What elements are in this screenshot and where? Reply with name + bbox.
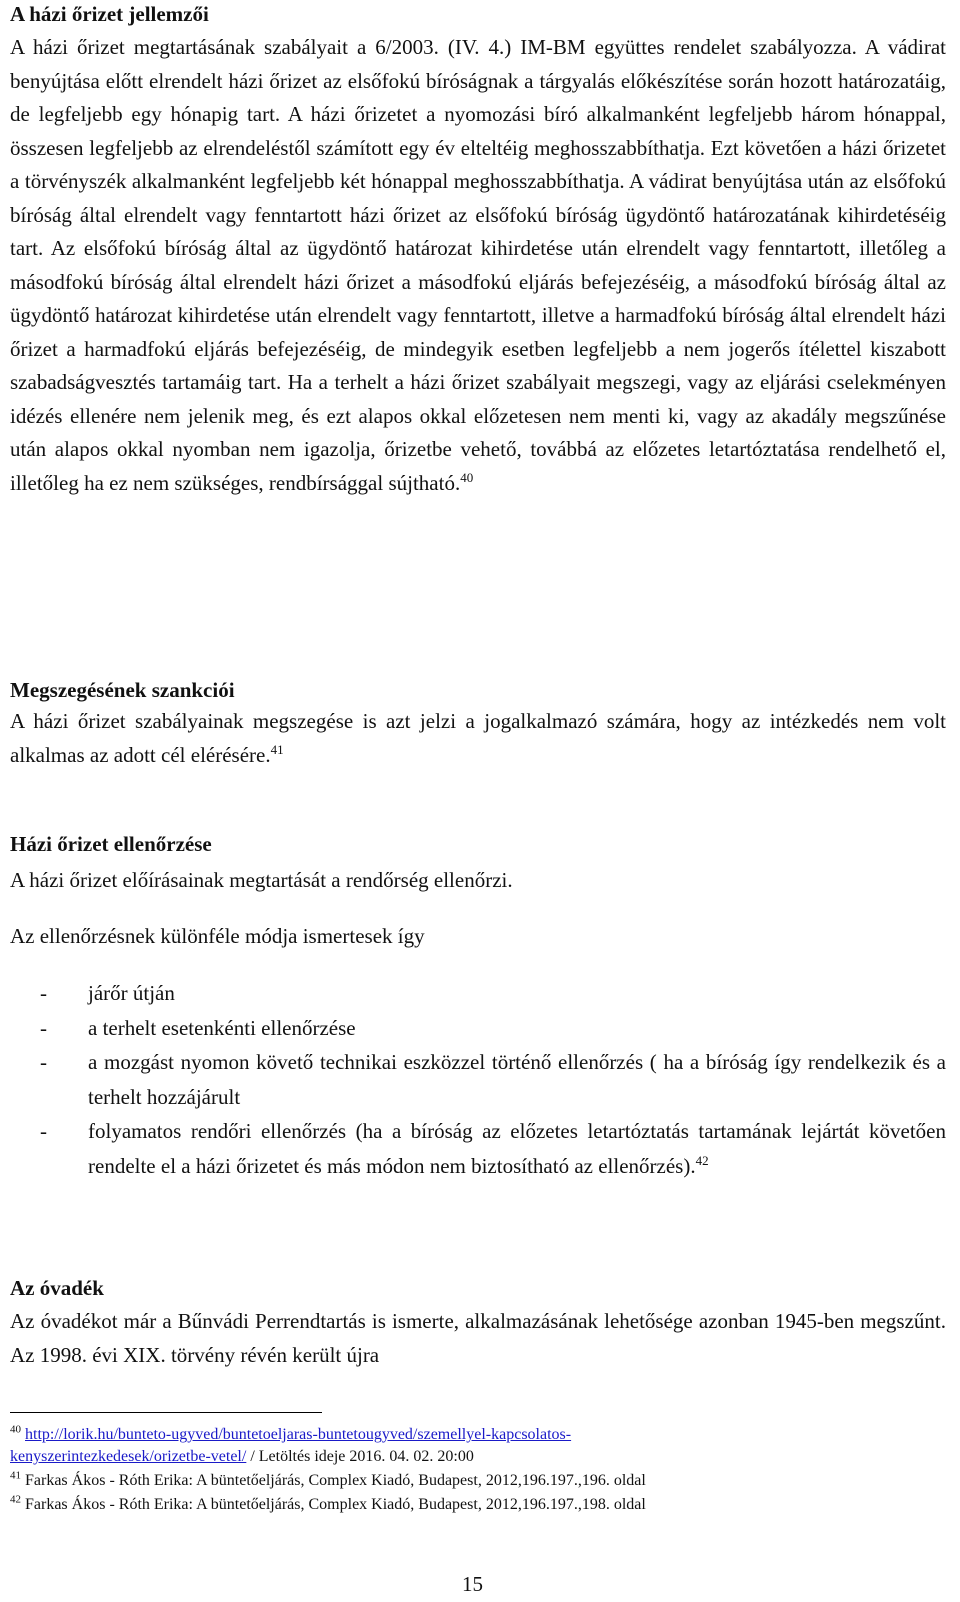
paragraph-hazi-orizet-rules <box>10 31 946 500</box>
footnote-ref-41[interactable]: 41 <box>270 741 284 757</box>
list-item: - a mozgást nyomon követő technikai eszközzel történő ellenőrzés ( ha a bíróság így rendelkezik és a terhelt hozzájárult <box>10 1045 946 1114</box>
paragraph-szankciok <box>10 705 946 772</box>
dash-bullet: - <box>40 981 47 1005</box>
footnote-40-cont: kenyszerintezkedesek/orizetbe-vetel/ / Letöltés ideje 2016. 04. 02. 20:00 <box>10 1448 474 1465</box>
ellenorzes-intro-line: A házi őrizet előírásainak megtartását a rendőrség ellenőrzi. <box>10 868 513 892</box>
list-item: - folyamatos rendőri ellenőrzés (ha a bíróság az előzetes letartóztatás tartamának lejártát követően rendelte el a házi őrizetet és más módon nem biztosítható az ellenőrzés).$^{42}$ <box>10 1114 946 1183</box>
footnote-ref-40[interactable]: 40 <box>460 469 474 485</box>
dash-bullet: - <box>40 1050 47 1074</box>
paragraph-text: A házi őrizet szabályainak megszegése is azt jelzi a jogalkalmazó számára, hogy az intézkedés nem volt alkalmas az adott cél elérésére. <box>10 709 946 767</box>
paragraph-ovadek: Az óvadékot már a Bűnvádi Perrendtartás is ismerte, alkalmazásának lehetősége azonban 1945-ben megszűnt. Az 1998. évi XIX. törvény révén került újra <box>10 1309 946 1367</box>
list-item: - járőr útján <box>10 976 946 1011</box>
page-number: 15 <box>462 1572 483 1596</box>
dash-bullet: - <box>40 1015 47 1040</box>
heading-hazi-orizet-jellemzoi: A házi őrizet jellemzői <box>10 2 209 26</box>
dash-bullet: - <box>40 1119 47 1143</box>
list-item: - a terhelt esetenkénti ellenőrzése <box>10 1011 946 1046</box>
footnote-40-link-cont[interactable]: kenyszerintezkedesek/orizetbe-vetel/ <box>10 1448 247 1465</box>
paragraph-text: A házi őrizet megtartásának szabályait a 6/2003. (IV. 4.) IM-BM együttes rendelet szabályozza. A vádirat benyújtása előtt elrendelt házi őrizet az elsőfokú bíróságnak a tárgyalás előkészítése során hozott határozatáig, de legfeljebb egy hónapig tart. A házi őrizetet a nyomozási bíró alkalmanként legfeljebb három hónappal, összesen legfeljebb az elrendeléstől számított egy év elteltéig meghosszabbíthatja. Ezt követően a házi őrizetet a törvényszék alkalmanként legfeljebb két hónappal meghosszabbíthatja. A vádirat benyújtása után az elsőfokú bíróság által elrendelt vagy fenntartott házi őrizet az elsőfokú bíróság ügydöntő határozatának kihirdetéséig tart. Az elsőfokú bíróság által az ügydöntő határozat kihirdetése után elrendelt vagy fenntartott, illetőleg a másodfokú bíróság által elrendelt házi őrizet a másodfokú eljárás befejezéséig, a másodfokú bíróság által az ügydöntő határozat kihirdetése után elrendelt vagy fenntartott, illetve a harmadfokú bíróság által elrendelt házi őrizet a harmadfokú eljárás befejezéséig, de mindegyik esetben legfeljebb a nem jogerős ítélettel kiszabott szabadságvesztés tartamáig tart. Ha a terhelt a házi őrizet szabályait megszegi, vagy az eljárási cselekményen idézés ellenére nem jelenik meg, és ezt alapos okkal előzetesen nem menti ki, vagy az akadály megszűnése után alapos okkal nyomban nem igazolja, őrizetbe vehető, továbbá az előzetes letartóztatása rendelhető el, illetőleg ha ez nem szükséges, rendbírsággal sújtható. <box>10 35 946 495</box>
heading-megszegesenek-szankcioi: Megszegésének szankciói <box>10 678 235 702</box>
heading-hazi-orizet-ellenorzese: Házi őrizet ellenőrzése <box>10 832 212 856</box>
footnote-separator <box>10 1412 322 1413</box>
footnote-ref-42[interactable]: 42 <box>695 1152 709 1168</box>
ellenorzes-list <box>10 976 946 1183</box>
footnote-41: $^{41}$ Farkas Ákos - Róth Erika: A büntetőeljárás, Complex Kiadó, Budapest, 2012,196.197.,196. oldal <box>10 1469 646 1489</box>
ellenorzes-modjai-line: Az ellenőrzésnek különféle módja ismertesek így <box>10 924 425 948</box>
heading-az-ovadek: Az óvadék <box>10 1276 104 1300</box>
footnote-42: $^{42}$ Farkas Ákos - Róth Erika: A büntetőeljárás, Complex Kiadó, Budapest, 2012,196.197.,198. oldal <box>10 1493 646 1513</box>
footnote-40-link[interactable]: http://lorik.hu/bunteto-ugyved/buntetoeljaras-buntetougyved/szemellyel-kapcsolatos- <box>25 1426 572 1443</box>
footnote-40: $^{40}$ http://lorik.hu/bunteto-ugyved/buntetoeljaras-buntetougyved/szemellyel-kapcsolatos- <box>10 1423 572 1443</box>
